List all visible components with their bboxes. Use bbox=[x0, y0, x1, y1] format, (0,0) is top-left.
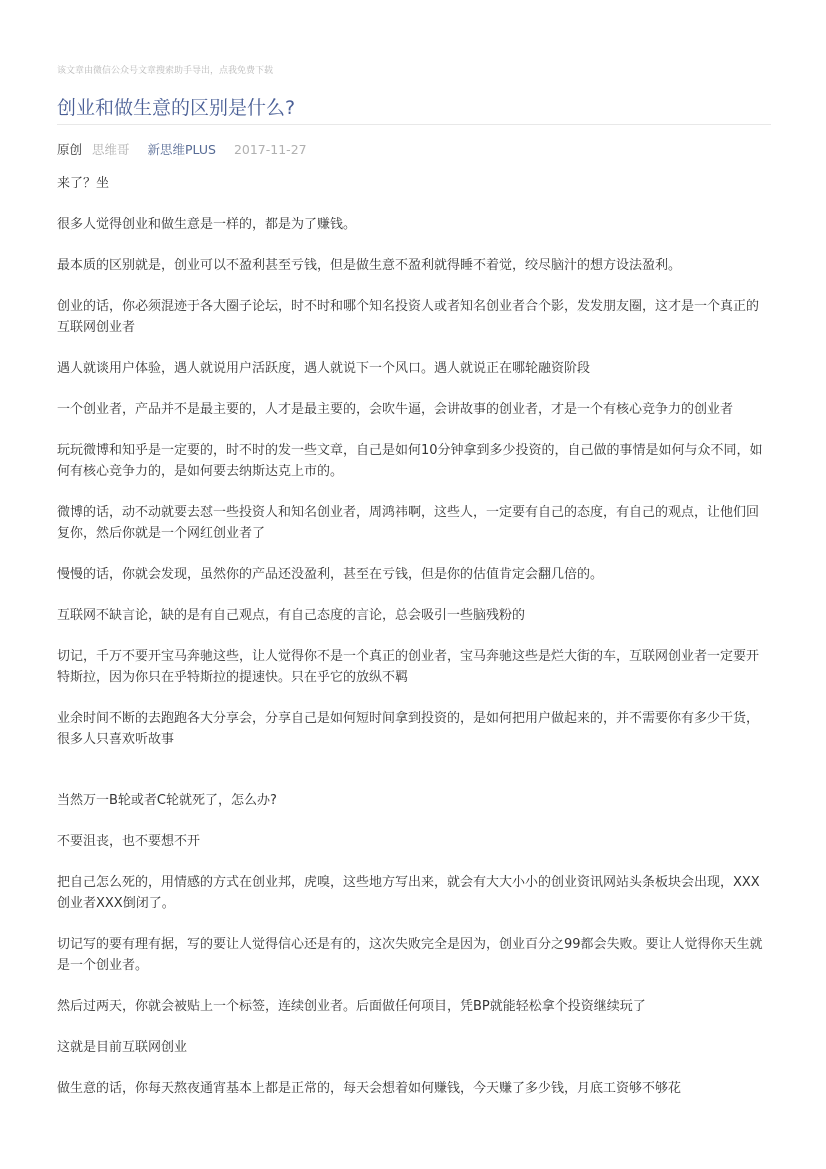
paragraph: 玩玩微博和知乎是一定要的，时不时的发一些文章，自己是如何10分钟拿到多少投资的，自己做的事情是如何与众不同，如何有核心竞争力的，是如何要去纳斯达克上市的。 bbox=[57, 443, 763, 479]
paragraph: 一个创业者，产品并不是最主要的，人才是最主要的，会吹牛逼，会讲故事的创业者，才是一个有核心竞争力的创业者 bbox=[57, 402, 734, 417]
author-name: 思维哥 bbox=[92, 142, 130, 157]
paragraph: 遇人就谈用户体验，遇人就说用户活跃度，遇人就说下一个风口。遇人就说正在哪轮融资阶段 bbox=[57, 361, 591, 376]
paragraph: 切记写的要有理有据，写的要让人觉得信心还是有的，这次失败完全是因为，创业百分之99都会失败。要让人觉得你天生就是一个创业者。 bbox=[57, 937, 763, 973]
paragraph: 创业的话，你必须混迹于各大圈子论坛，时不时和哪个知名投资人或者知名创业者合个影，发发朋友圈，这才是一个真正的互联网创业者 bbox=[57, 299, 760, 335]
title-divider bbox=[57, 124, 771, 125]
paragraph: 互联网不缺言论，缺的是有自己观点，有自己态度的言论，总会吸引一些脑残粉的 bbox=[57, 608, 526, 623]
paragraph: 最本质的区别就是，创业可以不盈利甚至亏钱，但是做生意不盈利就得睡不着觉，绞尽脑汁的想方设法盈利。 bbox=[57, 258, 682, 273]
paragraph: 做生意的话，你每天熬夜通宵基本上都是正常的，每天会想着如何赚钱，今天赚了多少钱，月底工资够不够花 bbox=[57, 1081, 682, 1096]
paragraph: 慢慢的话，你就会发现，虽然你的产品还没盈利，甚至在亏钱，但是你的估值肯定会翻几倍的。 bbox=[57, 567, 604, 582]
paragraph: 当然万一B轮或者C轮就死了，怎么办? bbox=[57, 793, 277, 808]
account-link[interactable]: 新思维PLUS bbox=[147, 142, 216, 157]
original-label: 原创 bbox=[57, 142, 83, 157]
paragraph: 业余时间不断的去跑跑各大分享会，分享自己是如何短时间拿到投资的，是如何把用户做起来的，并不需要你有多少干货，很多人只喜欢听故事 bbox=[57, 711, 760, 747]
paragraph: 把自己怎么死的，用情感的方式在创业邦，虎嗅，这些地方写出来，就会有大大小小的创业资讯网站头条板块会出现，XXX创业者XXX倒闭了。 bbox=[57, 875, 760, 911]
paragraph: 切记，千万不要开宝马奔驰这些，让人觉得你不是一个真正的创业者，宝马奔驰这些是烂大街的车，互联网创业者一定要开特斯拉，因为你只在乎特斯拉的提速快。只在乎它的放纵不羁 bbox=[57, 649, 760, 685]
paragraph: 来了？坐 bbox=[57, 176, 110, 191]
paragraph: 很多人觉得创业和做生意是一样的，都是为了赚钱。 bbox=[57, 217, 357, 232]
paragraph: 然后过两天，你就会被贴上一个标签，连续创业者。后面做任何项目，凭BP就能轻松拿个投资继续玩了 bbox=[57, 999, 646, 1014]
paragraph: 这就是目前互联网创业 bbox=[57, 1040, 188, 1055]
article-meta bbox=[57, 140, 313, 158]
publish-date: 2017-11-27 bbox=[233, 142, 307, 157]
article-title: 创业和做生意的区别是什么? bbox=[57, 97, 296, 119]
paragraph: 不要沮丧，也不要想不开 bbox=[57, 834, 201, 849]
paragraph: 微博的话，动不动就要去怼一些投资人和知名创业者，周鸿祎啊，这些人，一定要有自己的态度，有自己的观点，让他们回复你，然后你就是一个网红创业者了 bbox=[57, 505, 760, 541]
article-body bbox=[57, 173, 771, 1119]
export-notice-link[interactable]: 该文章由微信公众号文章搜索助手导出，点我免费下载 bbox=[57, 66, 274, 76]
